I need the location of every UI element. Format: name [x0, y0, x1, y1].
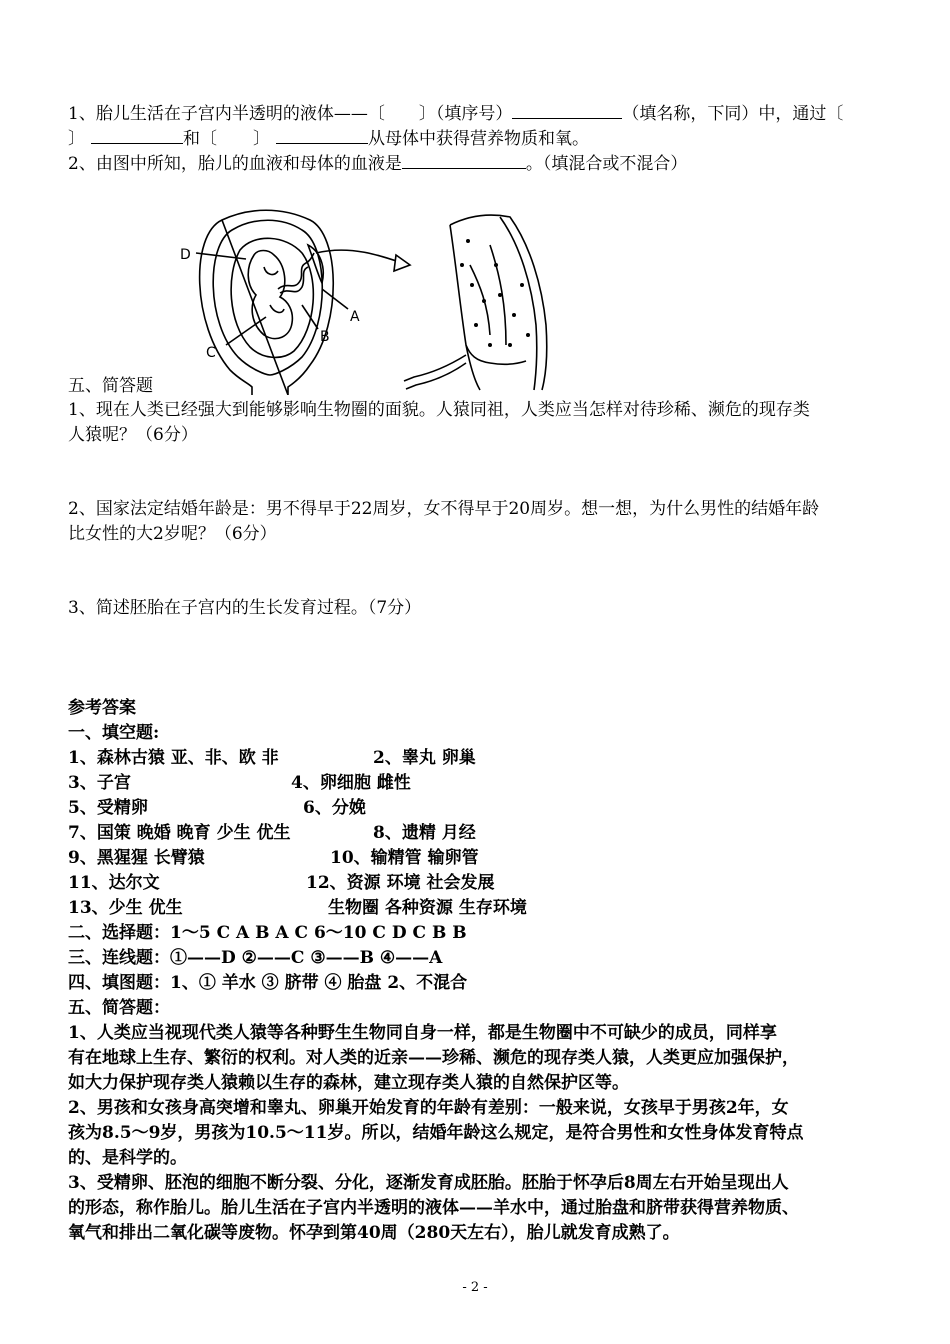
question-1-text: （填名称，下同）中，通过〔 [622, 104, 844, 124]
answers-title: 参考答案 [68, 698, 136, 718]
question-1-line-1 [68, 100, 843, 126]
question-1-text: 1、胎儿生活在子宫内半透明的液体——〔 [68, 104, 385, 124]
answer-item: 8、遗精 月经 [373, 823, 476, 843]
answer-item: 3、子宫 [68, 773, 131, 793]
answer-paragraph-3: 氧气和排出二氧化碳等废物。怀孕到第40周（280天左右），胎儿就发育成熟了。 [68, 1223, 680, 1243]
short-question-1: 1、现在人类已经强大到能够影响生物圈的面貌。人猿同祖，人类应当怎样对待珍稀、濒危的现存类 [68, 400, 810, 420]
question-1-text: 〕（填序号） [418, 104, 513, 124]
answers-section-1: 一、填空题: [68, 723, 160, 743]
answers-section-5: 五、简答题： [68, 998, 170, 1018]
answer-item: 12、资源 环境 社会发展 [306, 873, 495, 893]
answer-row [68, 846, 479, 871]
short-question-3: 3、简述胚胎在子宫内的生长发育过程。（7分） [68, 598, 422, 618]
answer-paragraph-2: 2、男孩和女孩身高突增和睾丸、卵巢开始发育的年龄有差别：一般来说，女孩早于男孩2年，女 [68, 1098, 789, 1118]
answer-item: 11、达尔文 [68, 873, 160, 893]
answer-paragraph-3: 3、受精卵、胚泡的细胞不断分裂、分化，逐渐发育成胚胎。胚胎于怀孕后8周左右开始呈现出人 [68, 1173, 789, 1193]
answer-blank[interactable] [512, 100, 622, 119]
short-question-2: 2、国家法定结婚年龄是：男不得早于22周岁，女不得早于20周岁。想一想，为什么男性的结婚年龄 [68, 499, 820, 519]
answer-item: 5、受精卵 [68, 798, 148, 818]
answer-item: 13、少生 优生 [68, 898, 183, 918]
answer-paragraph-3: 的形态，称作胎儿。胎儿生活在子宫内半透明的液体——羊水中，通过胎盘和脐带获得营养物质、 [68, 1198, 799, 1218]
question-2-text: 。（填混合或不混合） [525, 154, 688, 174]
answer-row [68, 871, 495, 896]
answer-paragraph-2: 孩为8.5～9岁，男孩为10.5～11岁。所以，结婚年龄这么规定，是符合男性和女性身体发育特点 [68, 1123, 804, 1143]
label-b: B [320, 329, 330, 345]
answer-item: 10、输精管 输卵管 [330, 848, 479, 868]
answer-item: 2、睾丸 卵巢 [373, 748, 476, 768]
label-a: A [350, 309, 360, 325]
fetus-uterus-diagram [170, 205, 570, 395]
answers-section-3: 三、连线题：①——D ②——C ③——B ④——A [68, 948, 443, 968]
answer-blank[interactable] [402, 150, 526, 169]
question-2 [68, 150, 687, 176]
answers-section-2: 二、选择题：1～5 C A B A C 6～10 C D C B B [68, 923, 467, 943]
answer-row [68, 746, 476, 771]
question-1-text: 和〔 [183, 129, 217, 149]
answer-item: 9、黑猩猩 长臂猿 [68, 848, 205, 868]
answer-blank[interactable] [276, 125, 368, 144]
question-1-line-2 [68, 125, 589, 151]
answer-row [68, 821, 476, 846]
answer-item: 1、森林古猿 亚、非、欧 非 [68, 748, 279, 768]
answer-paragraph-2: 的、是科学的。 [68, 1148, 187, 1168]
question-1-text: 从母体中获得营养物质和氧。 [368, 129, 589, 149]
short-question-2: 比女性的大2岁呢？（6分） [68, 524, 277, 544]
answer-item: 7、国策 晚婚 晚育 少生 优生 [68, 823, 291, 843]
answers-section-4: 四、填图题：1、① 羊水 ③ 脐带 ④ 胎盘 2、不混合 [68, 973, 468, 993]
short-question-1: 人猿呢？（6分） [68, 425, 198, 445]
answer-paragraph-1: 如大力保护现存类人猿赖以生存的森林，建立现存类人猿的自然保护区等。 [68, 1073, 629, 1093]
answer-item: 6、分娩 [303, 798, 366, 818]
question-1-text: 〕 [253, 129, 270, 149]
answer-row [68, 771, 411, 796]
page-number: - 2 - [462, 1280, 488, 1295]
question-1-text: 〕 [68, 129, 85, 149]
answer-row [68, 796, 366, 821]
question-2-text: 2、由图中所知，胎儿的血液和母体的血液是 [68, 154, 402, 174]
label-c: C [206, 345, 216, 361]
answer-item: 生物圈 各种资源 生存环境 [328, 898, 527, 918]
answer-paragraph-1: 有在地球上生存、繁衍的权利。对人类的近亲——珍稀、濒危的现存类人猿，人类更应加强保护， [68, 1048, 799, 1068]
section-heading: 五、简答题 [68, 376, 153, 396]
answer-item: 4、卵细胞 雌性 [291, 773, 411, 793]
answer-blank[interactable] [91, 125, 183, 144]
label-d: D [180, 247, 191, 263]
answer-paragraph-1: 1、人类应当视现代类人猿等各种野生生物同自身一样，都是生物圈中不可缺少的成员，同样享 [68, 1023, 777, 1043]
answer-row [68, 896, 527, 921]
